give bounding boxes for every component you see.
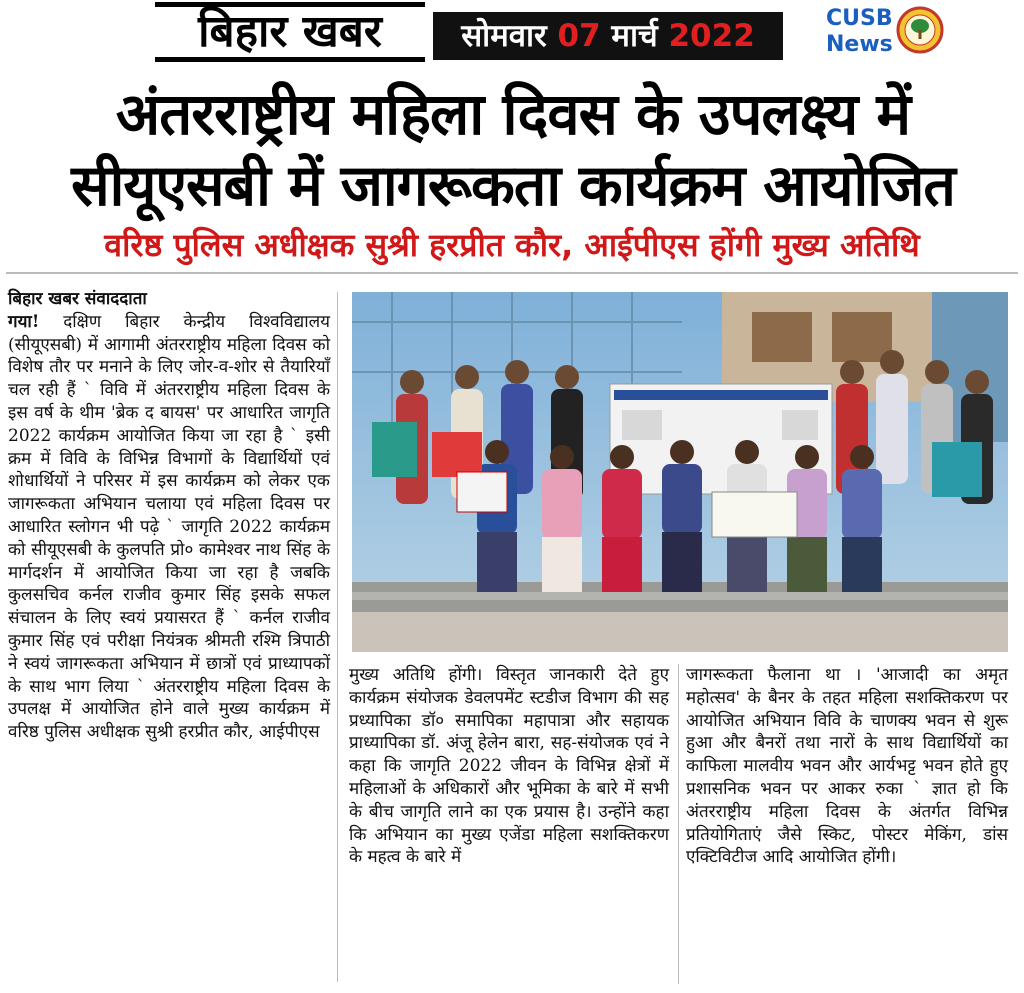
paper-name: बिहार खबर [155, 2, 425, 62]
cusb-logo-line2: News [826, 32, 893, 57]
event-photo [352, 292, 1008, 652]
issue-date-number: 07 [557, 18, 601, 54]
headline-line-2: सीयूएसबी में जागरूकता कार्यक्रम आयोजित [71, 153, 955, 219]
issue-month: मार्च [611, 18, 658, 54]
byline: बिहार खबर संवाददाता [8, 289, 147, 309]
headline-divider [6, 272, 1018, 274]
university-seal-icon [896, 6, 944, 54]
column-2-text: मुख्य अतिथि होंगी। विस्तृत जानकारी देते हुए कार्यक्रम संयोजक डेवलपमेंट स्टडीज विभाग की सह प्रध्यापिका डॉ० समापिका महापात्रा और सहायक प्राध्यापिका डॉ. अंजू हेलेन बारा, सह-संयोजक एवं ने कहा कि जागृति 2022 जीवन के विभिन्न क्षेत्रों में महिलाओं के अधिकारों और भूमिका के बारे में सभी के बीच जागृति लाने का एक प्रयास है। उन्होंने कहा कि अभियान का मुख्य एजेंडा महिला सशक्तिकरण के महत्व के बारे में [349, 665, 669, 868]
group-photo-illustration [352, 292, 1008, 652]
cusb-logo-line1: CUSB [826, 6, 893, 31]
issue-date [433, 12, 783, 60]
dateline: गया! [8, 311, 40, 332]
article-column-3 [686, 664, 1008, 869]
masthead [0, 0, 1024, 72]
column-1-text: दक्षिण बिहार केन्द्रीय विश्वविद्यालय (सीयूएसबी) में आगामी अंतरराष्ट्रीय महिला दिवस को विशेष तौर पर मनाने के लिए जोर-व-शोर से तैयारियाँ चल रही हैं ` विवि में अंतरराष्ट्रीय महिला दिवस के इस वर्ष के थीम 'ब्रेक द बायस' पर आधारित जागृति 2022 कार्यक्रम आयोजित किया जा रहा है ` इसी क्रम में विवि के विभिन्न विभागों के विद्यार्थियों एवं शोधार्थियों ने परिसर में इस कार्यक्रम को लेकर एक जागरूकता अभियान चलाया एवं महिला दिवस पर आधारित स्लोगन भी पढ़े ` जागृति 2022 कार्यक्रम को सीयूएसबी के कुलपति प्रो० कामेश्वर नाथ सिंह के मार्गदर्शन में आयोजित किया जा रहा है जबकि कुलसचिव कर्नल राजीव कुमार सिंह इसके सफल संचालन के लिए स्वयं प्रयासरत हैं ` कर्नल राजीव कुमार सिंह एवं परीक्षा नियंत्रक श्रीमती रश्मि त्रिपाठी ने स्वयं जागरूकता अभियान में छात्रों एवं प्राध्यापकों के साथ भाग लिया ` अंतरराष्ट्रीय महिला दिवस के उपलक्ष में आयोजित होने वाले मुख्य कार्यक्रम में वरिष्ठ पुलिस अधीक्षक सुश्री हरप्रीत कौर, आईपीएस [8, 311, 330, 743]
cusb-news-logo [826, 6, 976, 66]
article-column-1 [8, 288, 330, 744]
column-divider-2 [678, 664, 679, 984]
issue-year: 2022 [668, 18, 755, 54]
column-divider [337, 292, 338, 982]
article-column-2 [349, 664, 669, 869]
headline-line-1: अंतरराष्ट्रीय महिला दिवस के उपलक्ष्य में [115, 80, 911, 148]
issue-day: सोमवार [461, 18, 547, 54]
column-3-text: जागरूकता फैलाना था । 'आजादी का अमृत महोत्सव' के बैनर के तहत महिला सशक्तिकरण पर आयोजित अभियान विवि के चाणक्य भवन से शुरू हुआ और बैनरों तथा नारों के साथ विद्यार्थियों का काफिला मालवीय भवन और आर्यभट्ट भवन होते हुए प्रशासनिक भवन पर आकर रुका ` ज्ञात हो कि अंतरराष्ट्रीय महिला दिवस के अंतर्गत विभिन्न प्रतियोगिताएं जैसे स्किट, पोस्टर मेकिंग, डांस एक्टिविटीज आदि आयोजित होंगी। [686, 665, 1008, 868]
cusb-logo-text [826, 6, 893, 58]
subheadline: वरिष्ठ पुलिस अधीक्षक सुश्री हरप्रीत कौर, आईपीएस होंगी मुख्य अतिथि [104, 226, 920, 264]
